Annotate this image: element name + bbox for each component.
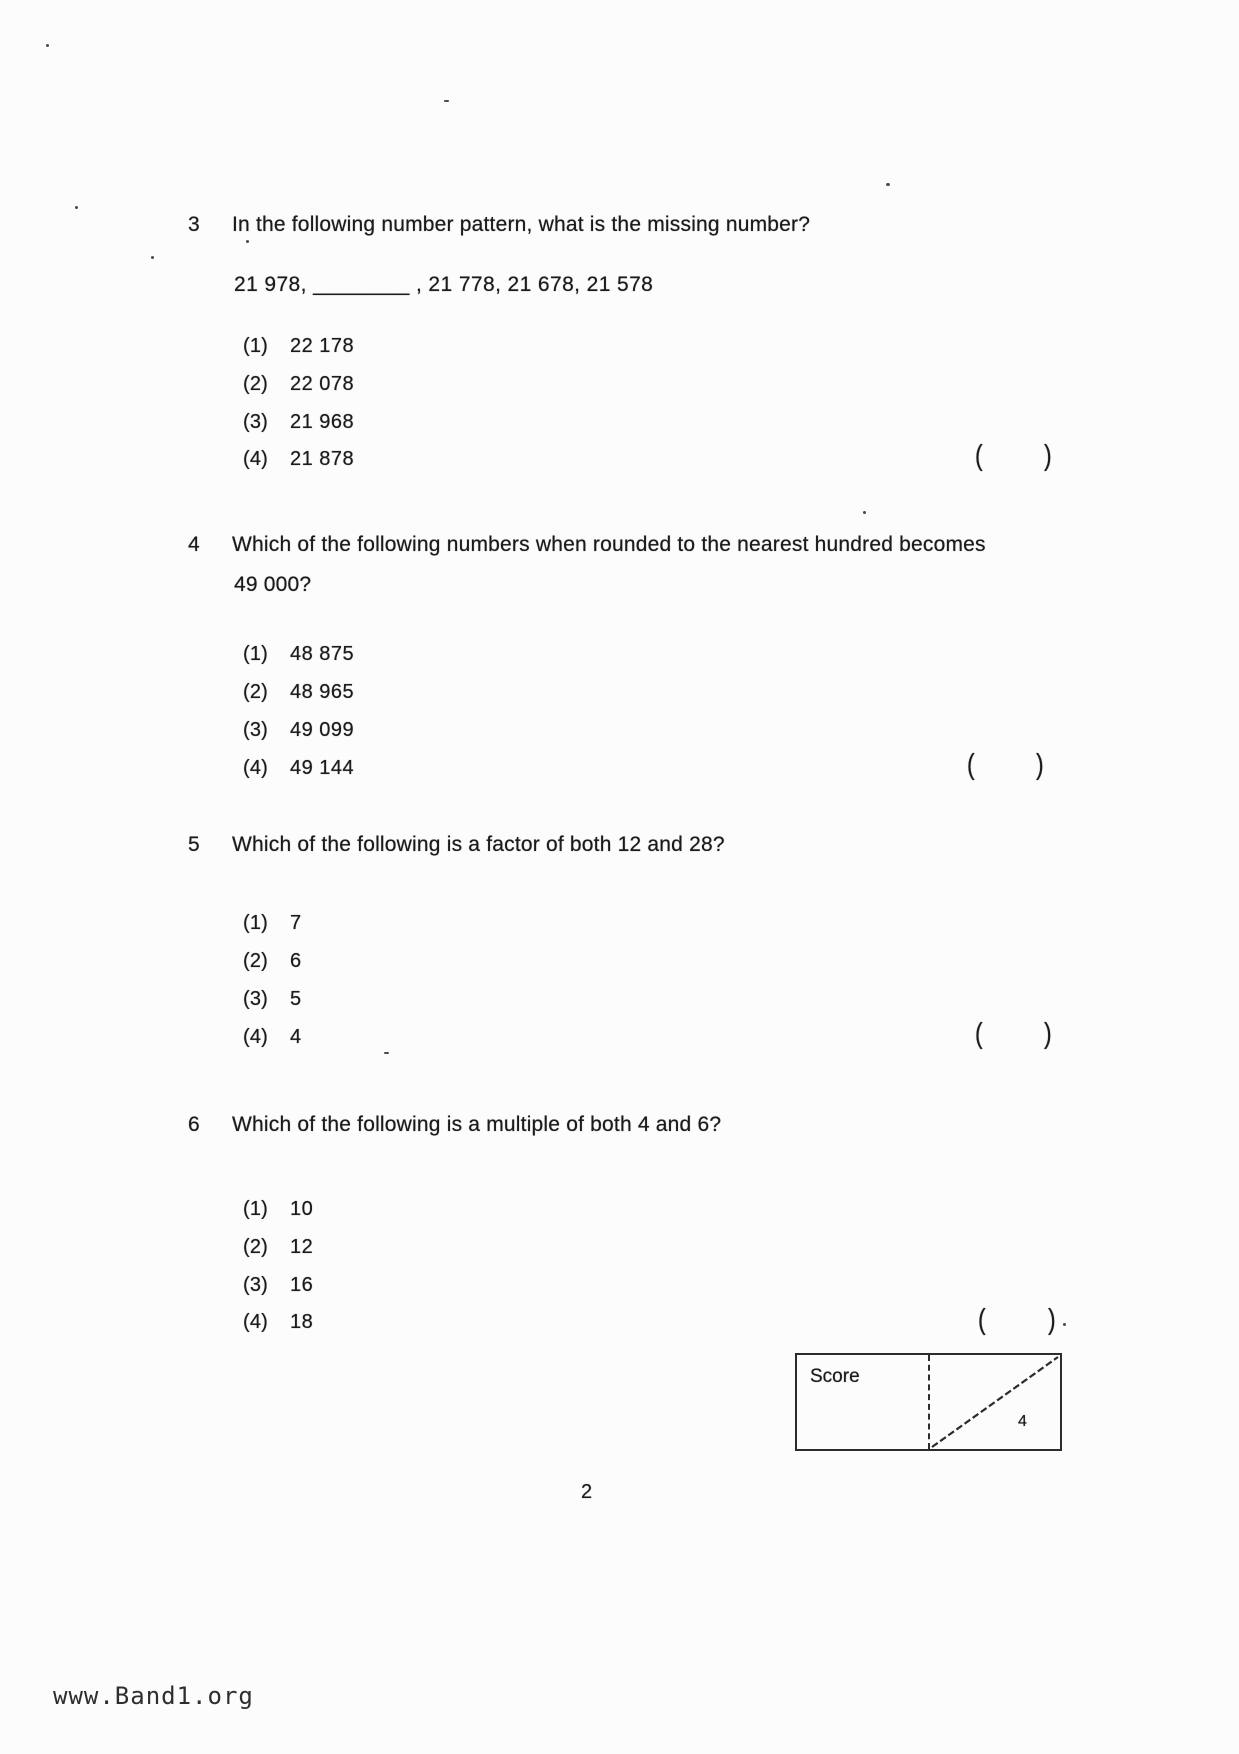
option-marker: (2) <box>243 1236 269 1258</box>
option-marker: (1) <box>243 335 269 357</box>
answer-bracket-close: ) <box>1044 1016 1052 1050</box>
option-value: 10 <box>290 1198 314 1220</box>
answer-bracket-open: ( <box>978 1302 986 1336</box>
option-marker: (2) <box>243 373 269 395</box>
question-number: 5 <box>188 833 200 856</box>
option-value: 49 099 <box>290 719 355 741</box>
option-marker: (4) <box>243 448 269 470</box>
answer-bracket-close: ) <box>1036 747 1044 781</box>
option-value: 22 178 <box>290 335 355 357</box>
score-label: Score <box>810 1366 860 1387</box>
question-text-line2: 49 000? <box>234 573 312 596</box>
option-value: 21 878 <box>290 448 355 470</box>
scan-speck <box>151 256 154 259</box>
option-marker: (3) <box>243 411 269 433</box>
option-value: 22 078 <box>290 373 355 395</box>
scan-speck <box>886 183 890 186</box>
option-marker: (1) <box>243 1198 269 1220</box>
option-marker: (2) <box>243 950 269 972</box>
option-value: 49 144 <box>290 757 355 779</box>
answer-bracket-open: ( <box>975 438 983 472</box>
question-number: 6 <box>188 1113 200 1136</box>
option-value: 21 968 <box>290 411 355 433</box>
scan-speck <box>444 100 449 102</box>
option-marker: (1) <box>243 912 269 934</box>
page-number: 2 <box>581 1481 593 1503</box>
option-marker: (4) <box>243 1311 269 1333</box>
question-text: Which of the following is a factor of both 12 and 28? <box>232 833 725 856</box>
option-marker: (3) <box>243 1274 269 1296</box>
score-max-marks: 4 <box>1018 1413 1027 1430</box>
question-number: 3 <box>188 213 200 236</box>
option-value: 48 965 <box>290 681 355 703</box>
option-value: 16 <box>290 1274 314 1296</box>
answer-bracket-open: ( <box>975 1016 983 1050</box>
option-marker: (2) <box>243 681 269 703</box>
question-text: Which of the following numbers when rounded to the nearest hundred becomes <box>232 533 986 556</box>
score-diagonal-line <box>930 1355 1060 1449</box>
scan-speck <box>863 511 866 514</box>
scan-speck <box>75 206 78 209</box>
watermark: www.Band1.org <box>53 1682 254 1710</box>
option-marker: (3) <box>243 719 269 741</box>
scan-speck <box>1063 1323 1066 1326</box>
answer-bracket-close: ) <box>1044 438 1052 472</box>
option-value: 6 <box>290 950 302 972</box>
option-marker: (4) <box>243 757 269 779</box>
option-value: 12 <box>290 1236 314 1258</box>
option-value: 48 875 <box>290 643 355 665</box>
score-box-label-cell <box>797 1355 930 1449</box>
option-value: 7 <box>290 912 302 934</box>
scan-speck <box>384 1052 389 1054</box>
score-box <box>795 1353 1062 1451</box>
option-value: 5 <box>290 988 302 1010</box>
answer-bracket-close: ) <box>1048 1302 1056 1336</box>
question-number: 4 <box>188 533 200 556</box>
score-box-marks-cell <box>930 1355 1060 1449</box>
option-value: 18 <box>290 1311 314 1333</box>
question-text: Which of the following is a multiple of both 4 and 6? <box>232 1113 722 1136</box>
scan-speck <box>246 240 249 243</box>
option-marker: (4) <box>243 1026 269 1048</box>
option-marker: (1) <box>243 643 269 665</box>
answer-bracket-open: ( <box>967 747 975 781</box>
question-text: In the following number pattern, what is the missing number? <box>232 213 811 236</box>
option-value: 4 <box>290 1026 302 1048</box>
scan-speck <box>46 44 49 47</box>
number-sequence: 21 978, ________ , 21 778, 21 678, 21 578 <box>234 273 654 296</box>
option-marker: (3) <box>243 988 269 1010</box>
